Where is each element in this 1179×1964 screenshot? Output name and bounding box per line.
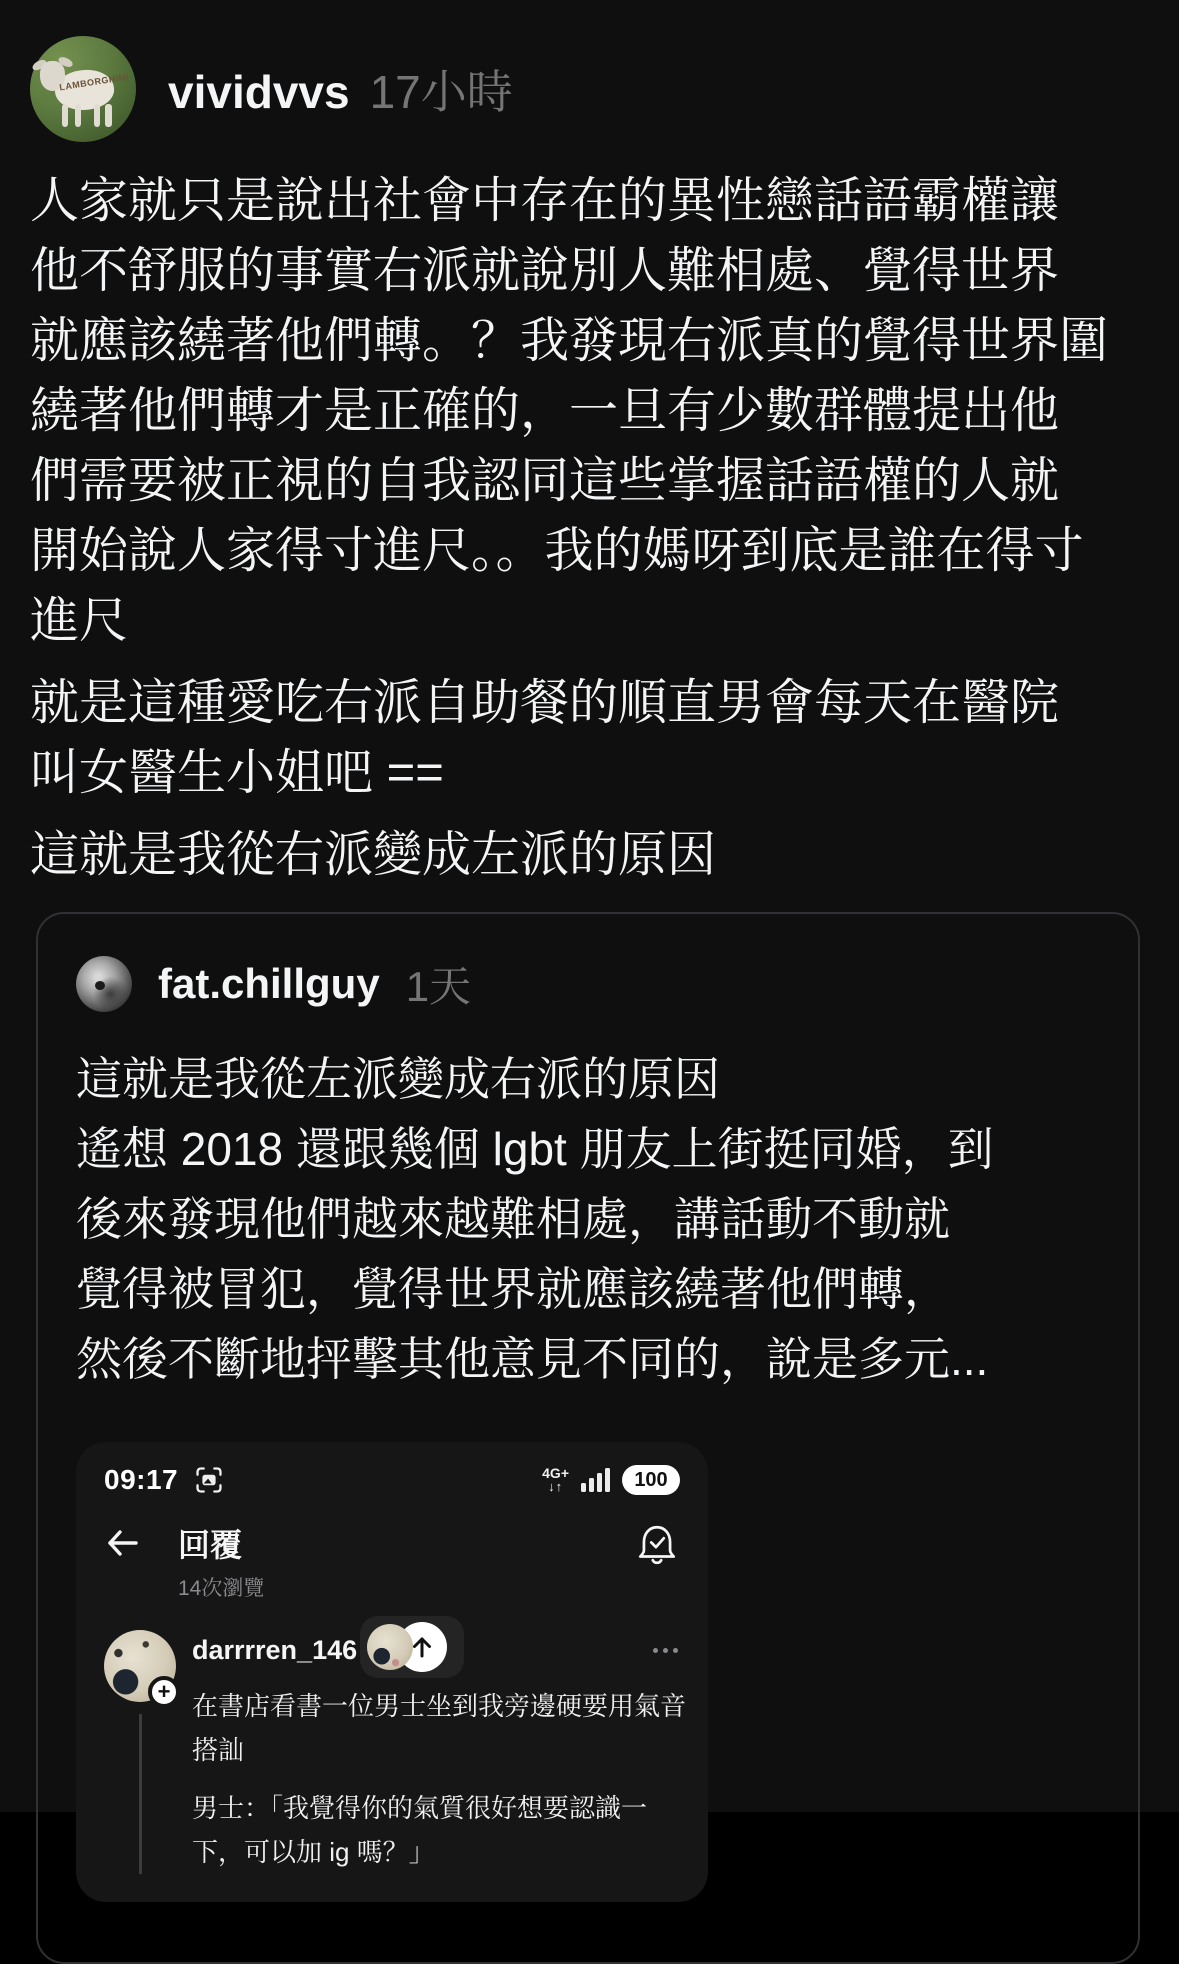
avatar-vividvvs[interactable] <box>30 36 136 142</box>
avatar-fat-chillguy[interactable] <box>76 956 132 1012</box>
quoted-username[interactable]: fat.chillguy <box>158 960 380 1007</box>
comment-row <box>104 1630 687 1874</box>
lamb-photo-detail <box>105 104 111 127</box>
post-timestamp: 17小時 <box>369 66 513 118</box>
screenshot-status-bar <box>104 1464 680 1496</box>
avatar-inscription: LAMBORGHINI <box>58 71 129 93</box>
view-count: 14次瀏覽 <box>178 1577 265 1600</box>
network-type-icon: 4G+ ↓↑ <box>542 1465 569 1494</box>
quoted-post-text: 這就是我從左派變成右派的原因 遙想 2018 還跟幾個 lgbt 朋友上街挺同婚，到 後來發現他們越來越難相處，講話動不動就 覺得被冒犯，覺得世界就應該繞著他們轉， 然後不斷地抨擊其他意見不同的，說是多元... <box>76 1053 994 1385</box>
reply-titles <box>178 1520 264 1602</box>
battery-indicator: 100 <box>622 1465 680 1495</box>
status-time: 09:17 <box>104 1464 179 1495</box>
quoted-timestamp: 1天 <box>405 963 472 1010</box>
post-byline <box>168 56 513 122</box>
quoted-post-header <box>76 954 1100 1014</box>
signal-strength-icon <box>581 1468 610 1492</box>
avatar-darrrren <box>104 1630 176 1702</box>
comment-text: 在書店看書一位男士坐到我旁邊硬要用氣音 搭訕 男士：「我覺得你的氣質很好想要認識一 下，可以加 ig 嗎？」 <box>192 1691 687 1867</box>
thread-connector-line <box>139 1714 142 1874</box>
lamb-photo-detail <box>75 104 81 127</box>
username[interactable]: vividvvs <box>168 66 350 118</box>
post-text: 人家就只是說出社會中存在的異性戀話語霸權讓 他不舒服的事實右派就說別人難相處、覺得世界 就應該繞著他們轉。？我發現右派真的覺得世界圍 繞著他們轉才是正確的，一旦有少數群體提出他 們需要被正視的自我認同這些掌握話語權的人就 開始說人家得寸進尺。。我的媽呀到底是誰在得寸 進尺 就是這種愛吃右派自助餐的順直男會每天在醫院 叫女醫生小姐吧 == 這就是我從右派變成左派的原因 <box>30 174 1109 882</box>
more-options-icon <box>653 1648 680 1653</box>
skull-photo-detail <box>95 981 105 990</box>
profile-up-chip <box>360 1616 464 1678</box>
reply-title: 回覆 <box>178 1527 243 1563</box>
follow-plus-badge: + <box>148 1676 180 1708</box>
lamb-photo-detail <box>94 104 100 127</box>
embedded-screenshot-image[interactable] <box>76 1442 708 1902</box>
back-arrow-icon <box>104 1528 140 1558</box>
chip-avatar <box>367 1624 413 1670</box>
status-right-cluster <box>542 1465 680 1495</box>
post-header <box>30 0 1149 142</box>
comment-content <box>192 1630 687 1874</box>
lamb-photo-detail <box>62 104 68 127</box>
notification-bell-icon <box>634 1522 680 1566</box>
screenshot-capture-icon <box>194 1465 224 1495</box>
quoted-post-card[interactable] <box>36 912 1140 1964</box>
screenshot-reply-header <box>104 1520 680 1602</box>
comment-username: darrrren_146 <box>192 1634 358 1665</box>
comment-avatar-column <box>104 1630 176 1874</box>
